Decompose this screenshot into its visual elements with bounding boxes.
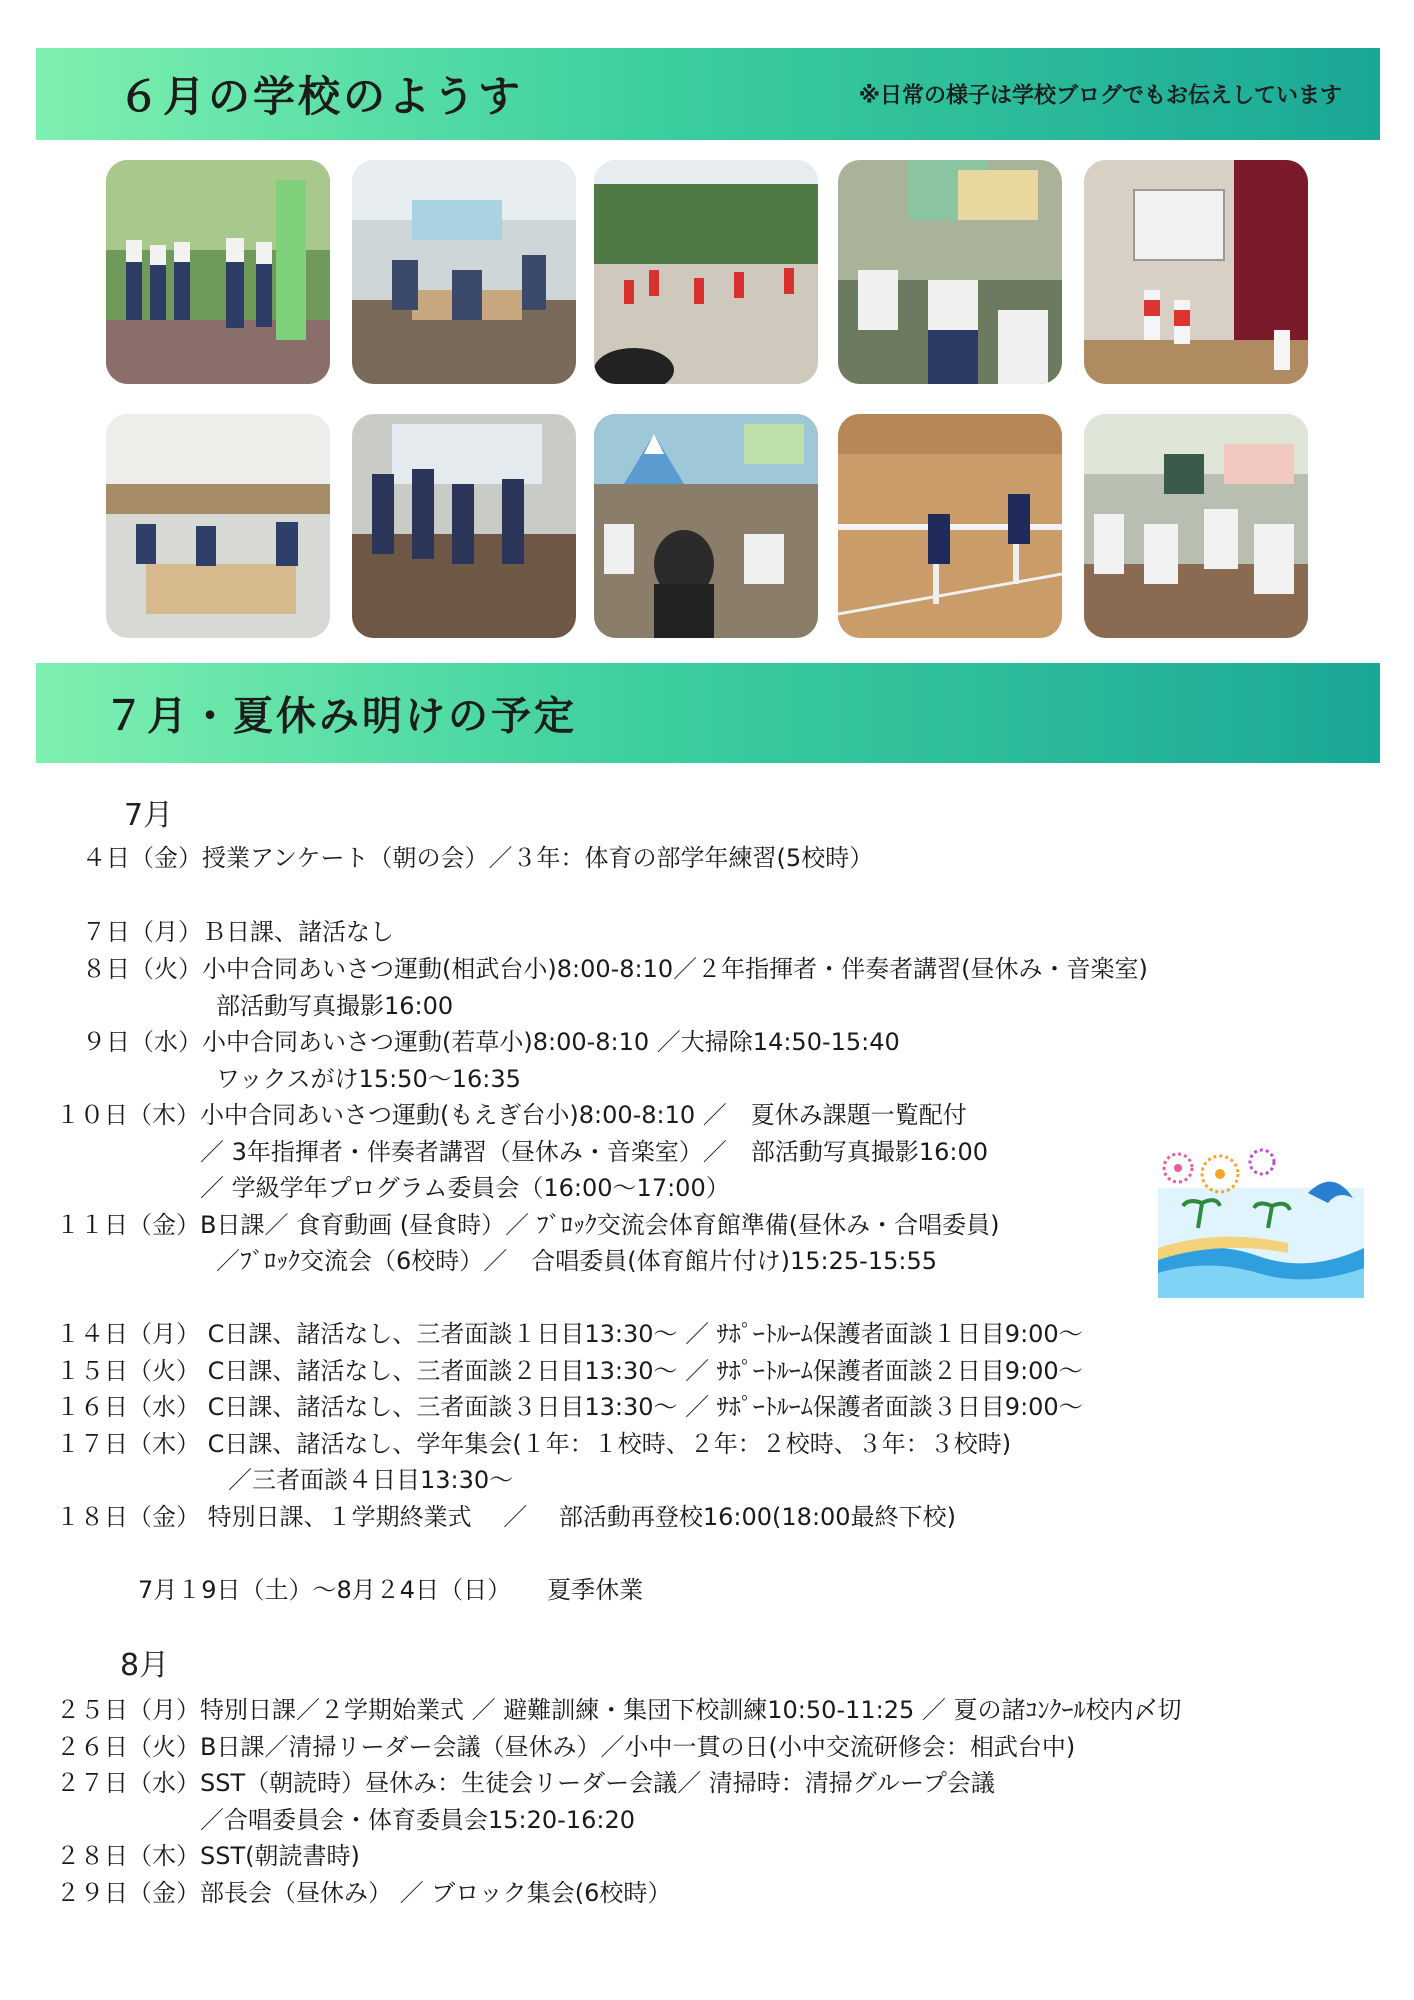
schedule-line: １１日（金）B日課／ 食育動画 (昼食時）／ ﾌﾞﾛｯｸ交流会体育館準備(昼休み・合唱委員) — [56, 1211, 1000, 1239]
schedule-line: ４日（金）授業アンケート（朝の会）／３年：体育の部学年練習(5校時） — [82, 844, 874, 872]
students-outdoors-photo — [106, 160, 330, 384]
schedule-line: ２６日（火）B日課／清掃リーダー会議（昼休み）／小中一貫の日(小中交流研修会：相武台中) — [56, 1733, 1076, 1761]
schedule-line: ／ 3年指揮者・伴奏者講習（昼休み・音楽室）／ 部活動写真撮影16:00 — [200, 1138, 989, 1166]
students-art-room-photo — [594, 414, 818, 638]
schedule-line: ワックスがけ15:50～16:35 — [216, 1065, 521, 1093]
schedule-line: ／ 学級学年プログラム委員会（16:00～17:00） — [200, 1174, 730, 1202]
schedule-line: ９日（水）小中合同あいさつ運動(若草小)8:00-8:10 ／大掃除14:50-15:40 — [82, 1028, 900, 1056]
section-title-june: ６月の学校のようす — [118, 72, 524, 121]
library-tables-photo — [106, 414, 330, 638]
schedule-line: １５日（火） C日課、諸活なし、三者面談２日目13:30～ ／ ｻﾎﾟｰﾄﾙｰﾑ保護者面談２日目9:00～ — [56, 1357, 1083, 1385]
summer-vacation-line: 7月１9日（土）～8月２4日（日） 夏季休業 — [138, 1576, 644, 1604]
schedule-line: ／三者面談４日目13:30～ — [228, 1466, 514, 1494]
badminton-gym-photo — [838, 414, 1062, 638]
schedule-line: ２８日（木）SST(朝読書時) — [56, 1842, 360, 1870]
section-banner-schedule — [36, 663, 1380, 763]
schedule-line: 部活動写真撮影16:00 — [216, 992, 454, 1020]
month-heading-july: 7月 — [124, 798, 174, 833]
month-heading-august: 8月 — [120, 1648, 170, 1683]
schedule-line: ８日（火）小中合同あいさつ運動(相武台小)8:00-8:10／２年指揮者・伴奏者講習(昼休み・音楽室) — [82, 955, 1148, 983]
schedule-line: ２７日（水）SST（朝読時）昼休み：生徒会リーダー会議／ 清掃時：清掃グループ会議 — [56, 1769, 995, 1797]
schedule-line: １６日（水） C日課、諸活なし、三者面談３日目13:30～ ／ ｻﾎﾟｰﾄﾙｰﾑ保護者面談３日目9:00～ — [56, 1393, 1083, 1421]
section-banner-june — [36, 48, 1380, 140]
schedule-line: ７日（月）Ｂ日課、諸活なし — [82, 918, 394, 946]
students-in-class-photo — [838, 160, 1062, 384]
students-group-work-photo — [1084, 414, 1308, 638]
schedule-line: ／合唱委員会・体育委員会15:20-16:20 — [200, 1806, 635, 1834]
schedule-line: ２５日（月）特別日課／２学期始業式 ／ 避難訓練・集団下校訓練10:50-11:25 ／ 夏の諸ｺﾝｸｰﾙ校内〆切 — [56, 1696, 1182, 1724]
schedule-line: １７日（木） C日課、諸活なし、学年集会(１年：１校時、２年：２校時、３年：３校時) — [56, 1430, 1012, 1458]
section-title-schedule: ７月・夏休み明けの予定 — [104, 693, 577, 740]
classroom-desks-photo — [352, 160, 576, 384]
basketball-gym-photo — [1084, 160, 1308, 384]
schedule-line: ／ﾌﾞﾛｯｸ交流会（6校時）／ 合唱委員(体育館片付け)15:25-15:55 — [216, 1247, 937, 1275]
soccer-field-photo — [594, 160, 818, 384]
summer-beach-fireworks-icon — [1158, 1148, 1364, 1298]
schedule-line: １０日（木）小中合同あいさつ運動(もえぎ台小)8:00-8:10 ／ 夏休み課題一覧配付 — [56, 1101, 967, 1129]
schedule-line: ２９日（金）部長会（昼休み） ／ ブロック集会(6校時） — [56, 1879, 672, 1907]
schedule-line: １４日（月） C日課、諸活なし、三者面談１日目13:30～ ／ ｻﾎﾟｰﾄﾙｰﾑ保護者面談１日目9:00～ — [56, 1320, 1083, 1348]
blog-note: ※日常の様子は学校ブログでもお伝えしています — [858, 83, 1342, 109]
schedule-line: １８日（金） 特別日課、１学期終業式 ／ 部活動再登校16:00(18:00最終下校) — [56, 1503, 956, 1531]
classroom-activity-photo — [352, 414, 576, 638]
